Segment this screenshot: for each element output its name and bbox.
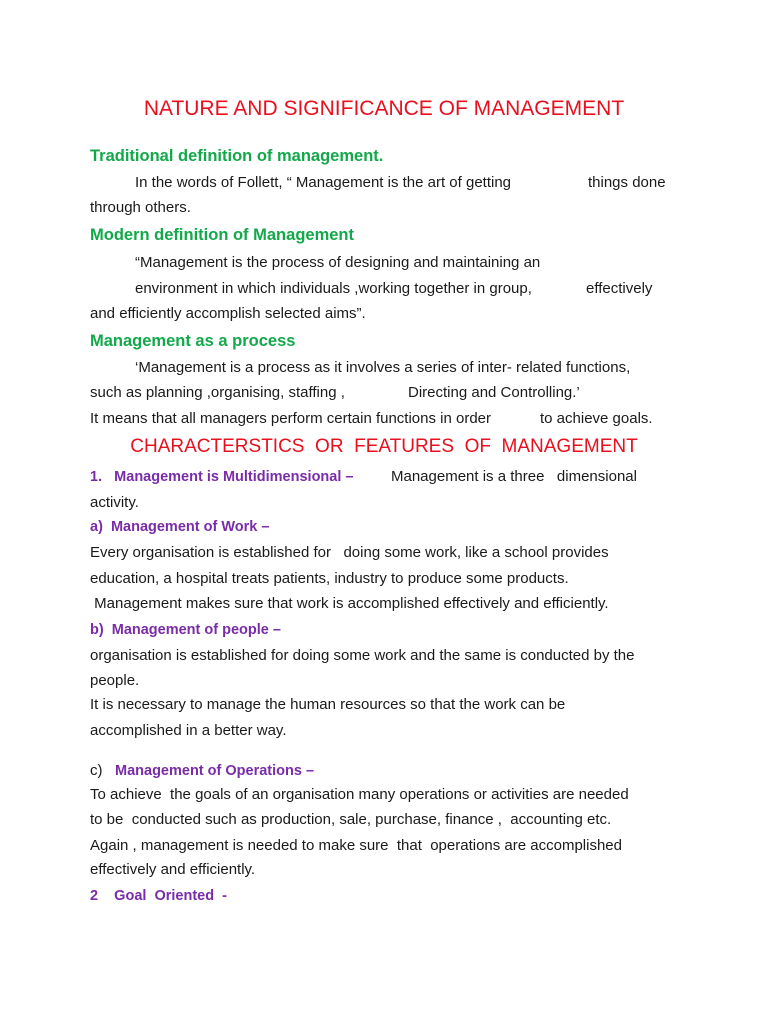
- people-line-3: It is necessary to manage the human resources so that the work can be: [90, 696, 566, 713]
- work-line-3: Management makes sure that work is accomplished effectively and efficiently.: [90, 595, 609, 612]
- item-2-label: 2 Goal Oriented -: [90, 888, 227, 904]
- traditional-line-2: through others.: [90, 199, 191, 216]
- process-line-2-end: Directing and Controlling.’: [408, 384, 580, 401]
- traditional-definition-heading: Traditional definition of management.: [90, 147, 384, 165]
- operations-line-3: Again , management is needed to make sure that operations are accomplished: [90, 837, 622, 854]
- item-1-continuation: activity.: [90, 494, 139, 511]
- operations-line-1: To achieve the goals of an organisation many operations or activities are needed: [90, 786, 629, 803]
- traditional-line-1-end: things done: [588, 174, 666, 191]
- people-line-1: organisation is established for doing some work and the same is conducted by the: [90, 647, 635, 664]
- work-line-1: Every organisation is established for doing some work, like a school provides: [90, 544, 609, 561]
- process-heading: Management as a process: [90, 332, 296, 350]
- management-of-operations-label: Management of Operations –: [115, 763, 315, 779]
- process-line-1: ‘Management is a process as it involves a series of inter- related functions,: [135, 359, 631, 376]
- characteristics-heading: CHARACTERSTICS OR FEATURES OF MANAGEMENT: [130, 436, 638, 457]
- process-line-3-end: to achieve goals.: [540, 410, 653, 427]
- modern-definition-heading: Modern definition of Management: [90, 226, 354, 244]
- item-1-label: 1. Management is Multidimensional –: [90, 469, 354, 485]
- management-of-work-label: a) Management of Work –: [90, 519, 270, 535]
- modern-line-1: “Management is the process of designing and maintaining an: [135, 254, 541, 271]
- traditional-line-1: In the words of Follett, “ Management is the art of getting: [135, 174, 512, 191]
- modern-line-2: environment in which individuals ,working together in group,: [135, 280, 532, 297]
- operations-line-4: effectively and efficiently.: [90, 861, 256, 878]
- operations-prefix: c): [90, 762, 103, 779]
- modern-line-2-end: effectively: [586, 280, 653, 297]
- operations-line-2: to be conducted such as production, sale, purchase, finance , accounting etc.: [90, 811, 612, 828]
- management-of-people-label: b) Management of people –: [90, 622, 281, 638]
- process-line-2: such as planning ,organising, staffing ,: [90, 384, 345, 401]
- modern-line-3: and efficiently accomplish selected aims”.: [90, 305, 366, 322]
- process-line-3: It means that all managers perform certain functions in order: [90, 410, 492, 427]
- page-title: NATURE AND SIGNIFICANCE OF MANAGEMENT: [143, 97, 625, 120]
- work-line-2: education, a hospital treats patients, industry to produce some products.: [90, 570, 569, 587]
- item-1-text: Management is a three dimensional: [391, 468, 637, 485]
- people-line-4: accomplished in a better way.: [90, 722, 287, 739]
- people-line-2: people.: [90, 672, 140, 689]
